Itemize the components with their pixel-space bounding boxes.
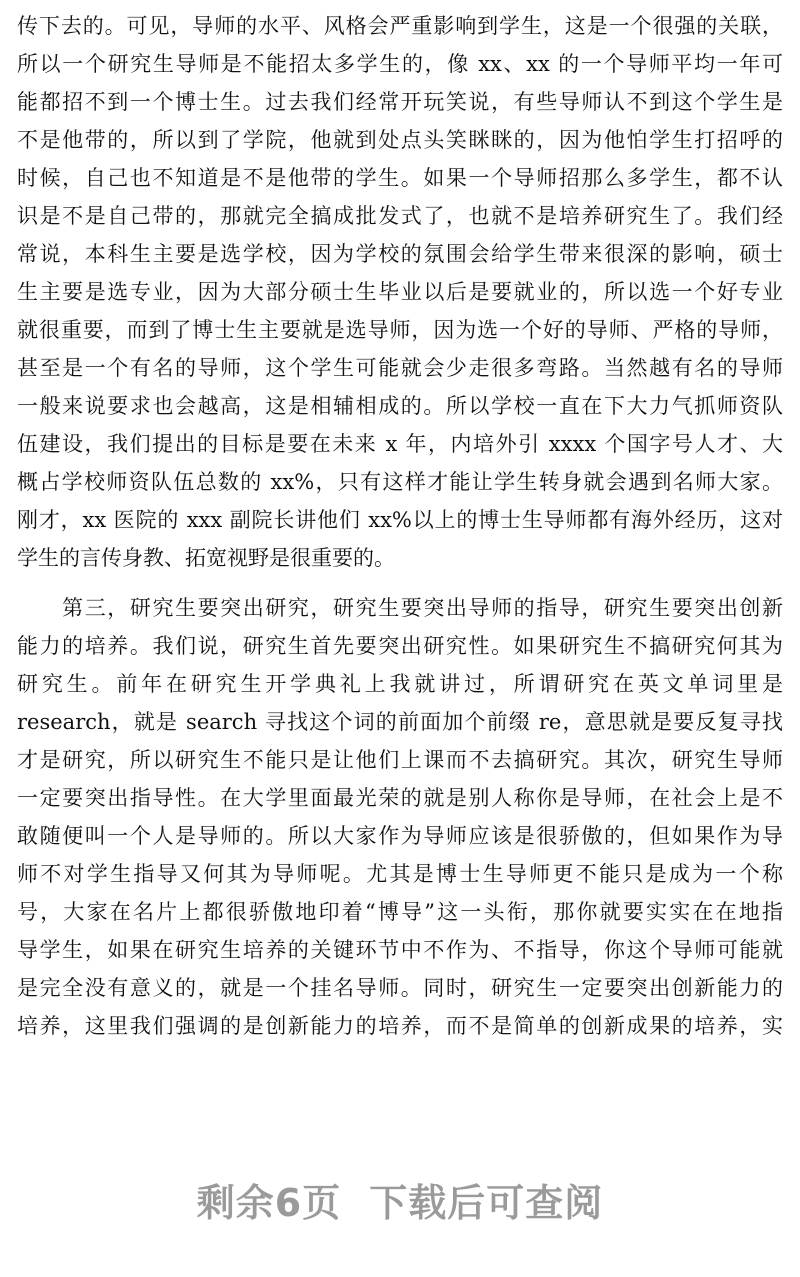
text-line: 不是他带的，所以到了学院，他就到处点头笑眯眯的，因为他怕学生打招呼的: [17, 128, 783, 152]
text-line: 生主要是选专业，因为大部分硕士生毕业以后是要就业的，所以选一个好专业: [17, 280, 783, 304]
text-line: 第三，研究生要突出研究，研究生要突出导师的指导，研究生要突出创新: [17, 596, 783, 620]
text-line: 刚才，xx 医院的 xxx 副院长讲他们 xx%以上的博士生导师都有海外经历，这对: [17, 508, 783, 532]
text-line: 常说，本科生主要是选学校，因为学校的氛围会给学生带来很深的影响，硕士: [17, 242, 783, 266]
text-line: 识是不是自己带的，那就完全搞成批发式了，也就不是培养研究生了。我们经: [17, 204, 783, 228]
text-line: 就很重要，而到了博士生主要就是选导师，因为选一个好的导师、严格的导师，: [17, 318, 783, 342]
text-line: 培养，这里我们强调的是创新能力的培养，而不是简单的创新成果的培养，实: [17, 1014, 783, 1038]
paragraph-1: [17, 7, 783, 577]
paragraph-2: [17, 589, 783, 1045]
text-line: 学生的言传身教、拓宽视野是很重要的。: [17, 546, 395, 570]
text-line: 师不对学生指导又何其为导师呢。尤其是博士生导师更不能只是成为一个称: [17, 862, 783, 886]
text-line: 时候，自己也不知道是不是他带的学生。如果一个导师招那么多学生，都不认: [17, 166, 783, 190]
document-page: [17, 7, 783, 1045]
text-line: 甚至是一个有名的导师，这个学生可能就会少走很多弯路。当然越有名的导师: [17, 356, 783, 380]
text-line: 一般来说要求也会越高，这是相辅相成的。所以学校一直在下大力气抓师资队: [17, 394, 783, 418]
text-line: 伍建设，我们提出的目标是要在未来 x 年，内培外引 xxxx 个国字号人才、大: [17, 432, 783, 456]
text-line: 是完全没有意义的，就是一个挂名导师。同时，研究生一定要突出创新能力的: [17, 976, 783, 1000]
text-line: 一定要突出指导性。在大学里面最光荣的就是别人称你是导师，在社会上是不: [17, 786, 783, 810]
text-line: 概占学校师资队伍总数的 xx%，只有这样才能让学生转身就会遇到名师大家。: [17, 470, 783, 494]
text-line: 能力的培养。我们说，研究生首先要突出研究性。如果研究生不搞研究何其为: [17, 634, 783, 658]
text-line: 号，大家在名片上都很骄傲地印着“博导”这一头衔，那你就要实实在在地指: [17, 900, 783, 924]
remaining-pages-label: 剩余6页: [196, 1181, 342, 1225]
text-line: 传下去的。可见，导师的水平、风格会严重影响到学生，这是一个很强的关联，: [17, 14, 783, 38]
text-line: 敢随便叫一个人是导师的。所以大家作为导师应该是很骄傲的，但如果作为导: [17, 824, 783, 848]
download-hint-label: 下载后可查阅: [369, 1181, 604, 1225]
text-line: 所以一个研究生导师是不能招太多学生的，像 xx、xx 的一个导师平均一年可: [17, 52, 783, 76]
text-line: 能都招不到一个博士生。过去我们经常开玩笑说，有些导师认不到这个学生是: [17, 90, 783, 114]
text-line: 研究生。前年在研究生开学典礼上我就讲过，所谓研究在英文单词里是: [17, 672, 783, 696]
download-prompt[interactable]: [0, 1172, 800, 1227]
text-line: 才是研究，所以研究生不能只是让他们上课而不去搞研究。其次，研究生导师: [17, 748, 783, 772]
text-line: research，就是 search 寻找这个词的前面加个前缀 re，意思就是要反复寻找: [17, 710, 783, 734]
text-line: 导学生，如果在研究生培养的关键环节中不作为、不指导，你这个导师可能就: [17, 938, 783, 962]
